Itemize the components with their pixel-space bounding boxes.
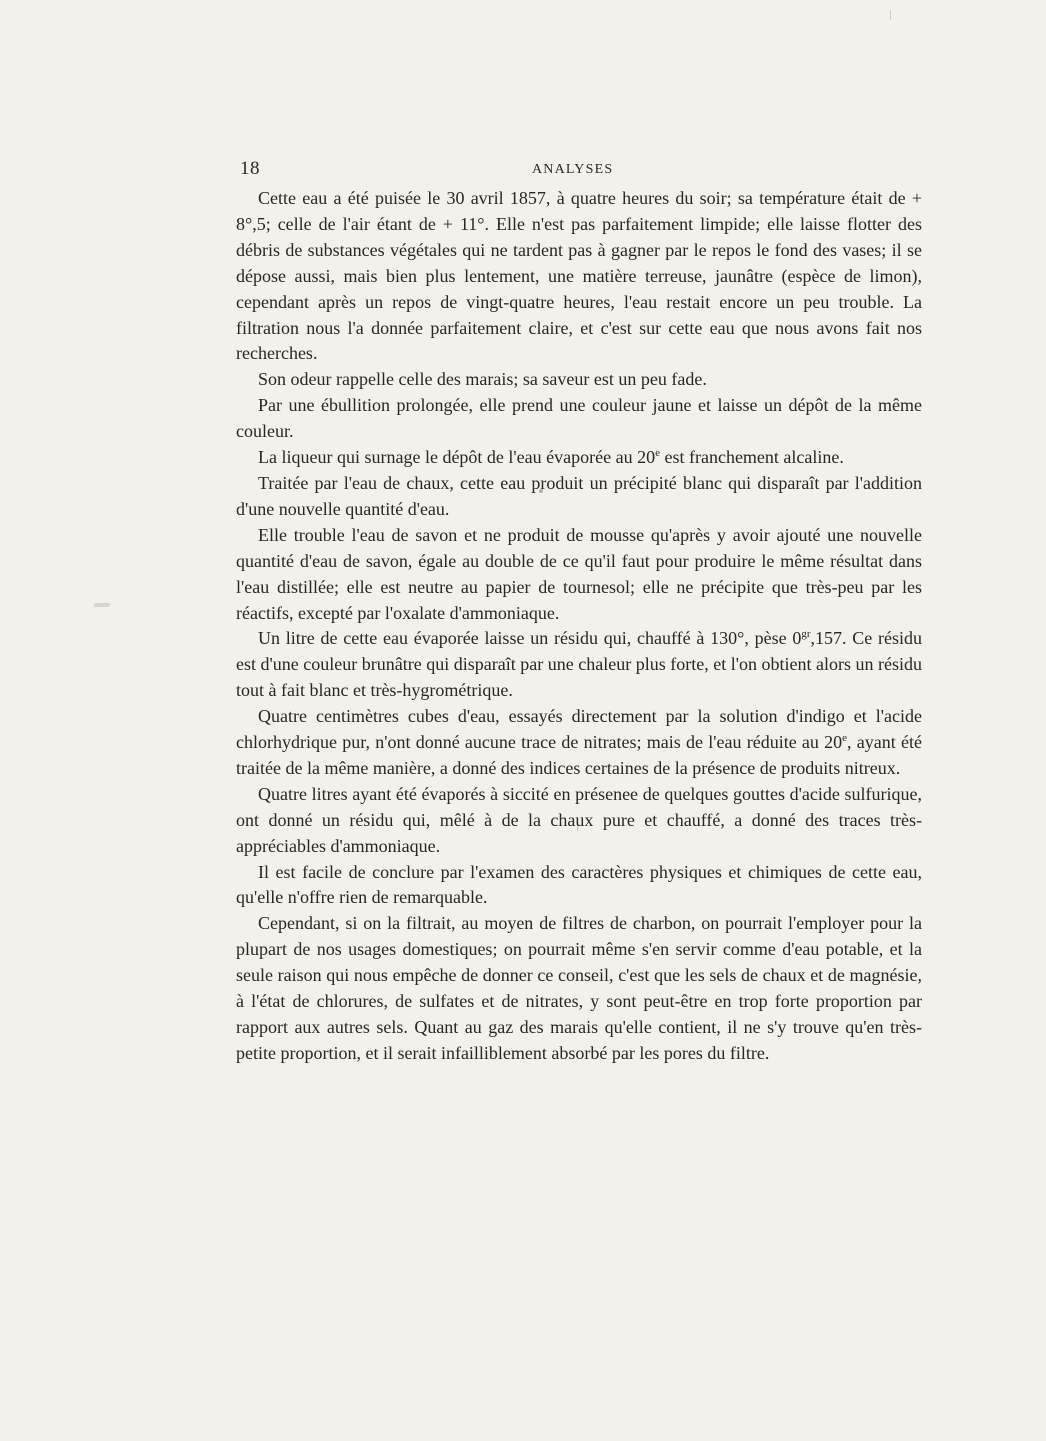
paragraph — [236, 860, 922, 912]
running-title: ANALYSES — [532, 162, 614, 177]
paragraph-text: , ayant été traitée de la même manière, a donné des indices certaines de la présence de produits nitreux. — [236, 732, 922, 778]
paragraph — [236, 471, 922, 523]
paragraph-text: Traitée par l'eau de chaux, cette eau produit un précipité blanc qui disparaît par l'addition d'une nouvelle quantité d'eau. — [236, 472, 922, 519]
paragraph — [236, 367, 922, 393]
paragraph-text: La liqueur qui surnage le dépôt de l'eau évaporée au 20 — [258, 447, 656, 468]
paragraph-text: est franchement alcaline. — [659, 447, 844, 468]
paragraph-text: Cette eau a été puisée le 30 avril 1857, à quatre heures du soir; sa température était de + 8°,5; celle de l'air étant de + 11°. Elle n'est pas parfaitement limpide; elle laisse flotter des débris de substances végétales qui ne tardent pas à gagner par le repos le fond des vases; il se dépose aussi, mais bien plus lentement, une matière terreuse, jaunâtre (espèce de limon), cependant après un repos de vingt-quatre heures, l'eau restait encore un peu trouble. La filtration nous l'a donnée parfaitement claire, et c'est sur cette eau que nous avons fait nos recherches. — [236, 188, 922, 364]
paragraph — [236, 704, 922, 782]
paragraph — [236, 626, 922, 704]
scan-mark — [890, 10, 897, 20]
paragraph — [236, 445, 922, 471]
superscript: e — [655, 447, 660, 460]
paragraph-text: Un litre de cette eau évaporée laisse un résidu qui, chauffé à 130°, pèse 0 — [258, 628, 802, 649]
paragraph-text: Cependant, si on la filtrait, au moyen de filtres de charbon, on pourrait l'employer pour la plupart de nos usages domestiques; on pourrait même s'en servir comme d'eau potable, et la seule raison qui nous empêche de donner ce conseil, c'est que les sels de chaux et de magnésie, à l'état de chlorures, de sulfates et de nitrates, y sont peut-être en trop forte proportion par rapport aux autres sels. Quant au gaz des marais qu'elle contient, il ne s'y trouve qu'en très-petite proportion, et il serait infailliblement absorbé par les pores du filtre. — [236, 913, 922, 1063]
paragraph-text: Par une ébullition prolongée, elle prend une couleur jaune et laisse un dépôt de la même couleur. — [236, 395, 922, 442]
paragraph-text: Quatre litres ayant été évaporés à siccité en présenee de quelques gouttes d'acide sulfurique, ont donné un résidu qui, mêlé à de la chaux pure et chauffé, a donné des traces très-appréciables d'ammoniaque. — [236, 783, 922, 856]
paragraph-text: ,157. Ce résidu est d'une couleur brunâtre qui disparaît par une chaleur plus forte, et l'on obtient alors un résidu tout à fait blanc et très-hygrométrique. — [236, 628, 923, 701]
ink-smudge — [93, 603, 110, 607]
paragraph-text: Quatre centimètres cubes d'eau, essayés directement par la solution d'indigo et l'acide chlorhydrique pur, n'ont donné aucune trace de nitrates; mais de l'eau réduite au 20 — [236, 706, 922, 753]
paragraph — [236, 911, 922, 1066]
paragraph — [236, 186, 922, 367]
body-text — [236, 186, 922, 1067]
superscript: gr — [801, 628, 811, 641]
page-number: 18 — [240, 158, 260, 179]
paragraph-text: Elle trouble l'eau de savon et ne produit de mousse qu'après y avoir ajouté une nouvelle quantité d'eau de savon, égale au double de ce qu'il faut pour produire le même résultat dans l'eau distillée; elle est neutre au papier de tournesol; elle ne précipite que très-peu par les réactifs, excepté par l'oxalate d'ammoniaque. — [236, 524, 922, 623]
paragraph — [236, 393, 922, 445]
paragraph — [236, 523, 922, 627]
paragraph — [236, 782, 922, 860]
superscript: e — [842, 732, 848, 745]
paragraph-text: Il est facile de conclure par l'examen des caractères physiques et chimiques de cette eau, qu'elle n'offre rien de remarquable. — [236, 861, 922, 908]
paragraph-text: Son odeur rappelle celle des marais; sa saveur est un peu fade. — [258, 369, 707, 390]
